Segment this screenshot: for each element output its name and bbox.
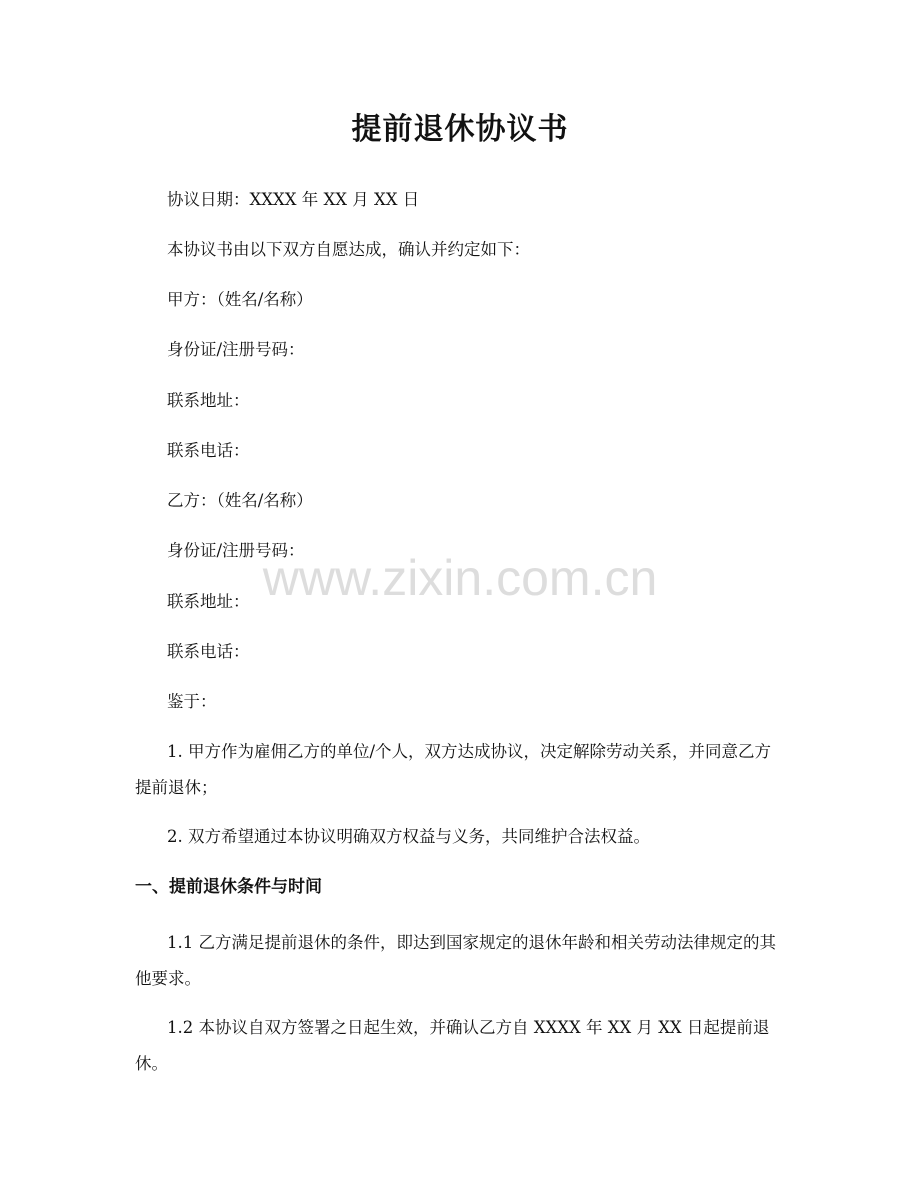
party-a-address-label: 联系地址： [167, 391, 250, 410]
party-a-name-label: 甲方：（姓名/名称） [167, 290, 313, 309]
clause-1-1: 1.1 乙方满足提前退休的条件，即达到国家规定的退休年龄和相关劳动法律规定的其他要求。 [135, 933, 776, 988]
document-title: 提前退休协议书 [351, 112, 569, 147]
clause-1-2: 1.2 本协议自双方签署之日起生效，并确认乙方自 XXXX 年 XX 月 XX 日起提前退休。 [135, 1018, 770, 1073]
section-1-heading: 一、提前退休条件与时间 [135, 877, 322, 897]
watermark-text: www.zixin.com.cn [262, 550, 658, 606]
whereas-label: 鉴于： [167, 692, 217, 711]
party-a-phone-label: 联系电话： [167, 441, 250, 460]
party-a-id-label: 身份证/注册号码： [167, 340, 305, 359]
intro-text: 本协议书由以下双方自愿达成，确认并约定如下： [167, 240, 530, 259]
whereas-item-1: 1. 甲方作为雇佣乙方的单位/个人，双方达成协议，决定解除劳动关系，并同意乙方提前退休； [135, 742, 772, 797]
whereas-item-2: 2. 双方希望通过本协议明确双方权益与义务，共同维护合法权益。 [167, 827, 650, 846]
party-b-name-label: 乙方：（姓名/名称） [167, 491, 313, 510]
party-b-address-label: 联系地址： [167, 592, 250, 611]
party-b-id-label: 身份证/注册号码： [167, 541, 305, 560]
party-b-phone-label: 联系电话： [167, 642, 250, 661]
agreement-date: 协议日期：XXXX 年 XX 月 XX 日 [167, 190, 420, 209]
